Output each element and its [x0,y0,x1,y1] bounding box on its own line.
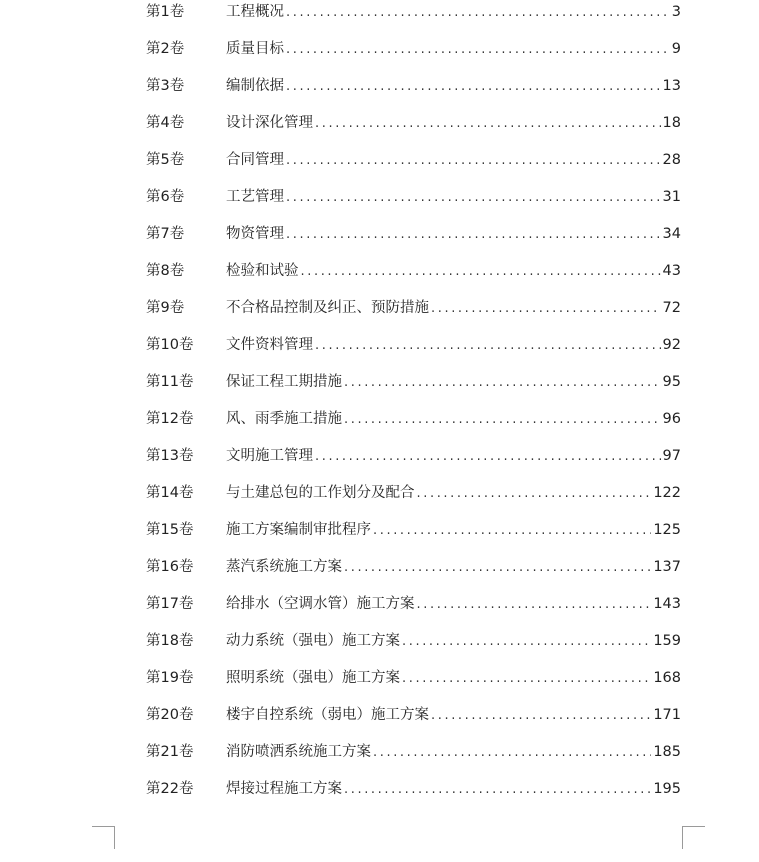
toc-volume-number: 第19卷 [146,670,194,686]
toc-entry-title: 消防喷洒系统施工方案 [226,744,371,760]
toc-entry[interactable] [146,771,681,808]
toc-volume-number: 第22卷 [146,781,194,797]
toc-volume-number: 第9卷 [146,300,185,316]
toc-entry-title: 照明系统（强电）施工方案 [226,670,400,686]
toc-volume-number: 第16卷 [146,559,194,575]
toc-page-number: 159 [653,633,681,649]
toc-entry[interactable] [146,401,681,438]
toc-dot-leader [315,327,661,364]
toc-page-number: 171 [653,707,681,723]
toc-page-number: 92 [662,337,681,353]
toc-volume-number: 第5卷 [146,152,185,168]
toc-entry[interactable] [146,216,681,253]
toc-page-number: 97 [662,448,681,464]
toc-page-number: 3 [671,4,681,20]
toc-page-number: 137 [653,559,681,575]
toc-volume-number: 第10卷 [146,337,194,353]
toc-volume-number: 第3卷 [146,78,185,94]
toc-entry[interactable] [146,364,681,401]
toc-page-number: 185 [653,744,681,760]
toc-entry[interactable] [146,327,681,364]
toc-dot-leader [344,364,661,401]
toc-entry-title: 工程概况 [226,4,284,20]
toc-entry-title: 楼宇自控系统（弱电）施工方案 [226,707,429,723]
toc-volume-number: 第7卷 [146,226,185,242]
toc-volume-number: 第13卷 [146,448,194,464]
toc-volume-number: 第11卷 [146,374,194,390]
toc-page-number: 72 [662,300,681,316]
toc-entry[interactable] [146,0,681,31]
toc-entry-title: 编制依据 [226,78,284,94]
toc-volume-number: 第8卷 [146,263,185,279]
toc-entry[interactable] [146,549,681,586]
toc-entry[interactable] [146,290,681,327]
toc-entry[interactable] [146,623,681,660]
toc-entry[interactable] [146,253,681,290]
toc-entry[interactable] [146,475,681,512]
toc-entry-title: 不合格品控制及纠正、预防措施 [226,300,429,316]
toc-dot-leader [402,623,651,660]
toc-dot-leader [286,68,661,105]
toc-entry-title: 与土建总包的工作划分及配合 [226,485,415,501]
toc-volume-number: 第20卷 [146,707,194,723]
toc-page-number: 9 [671,41,681,57]
toc-entry[interactable] [146,105,681,142]
toc-dot-leader [286,216,661,253]
toc-entry[interactable] [146,179,681,216]
toc-dot-leader [417,586,652,623]
toc-dot-leader [286,179,661,216]
toc-page-number: 28 [662,152,681,168]
toc-entry[interactable] [146,68,681,105]
toc-entry-title: 物资管理 [226,226,284,242]
toc-entry-title: 给排水（空调水管）施工方案 [226,596,415,612]
toc-volume-number: 第1卷 [146,4,185,20]
toc-entry-title: 合同管理 [226,152,284,168]
toc-entry[interactable] [146,438,681,475]
toc-volume-number: 第18卷 [146,633,194,649]
toc-entry[interactable] [146,734,681,771]
toc-dot-leader [344,401,661,438]
toc-page-number: 168 [653,670,681,686]
toc-volume-number: 第6卷 [146,189,185,205]
toc-dot-leader [373,734,651,771]
toc-entry-title: 焊接过程施工方案 [226,781,342,797]
toc-entry-title: 检验和试验 [226,263,299,279]
toc-dot-leader [402,660,651,697]
toc-entry[interactable] [146,586,681,623]
toc-page-number: 122 [653,485,681,501]
toc-dot-leader [315,438,661,475]
toc-dot-leader [417,475,652,512]
toc-volume-number: 第14卷 [146,485,194,501]
toc-entry-title: 动力系统（强电）施工方案 [226,633,400,649]
toc-page-number: 125 [653,522,681,538]
page-margin-corner-mark [92,826,115,849]
toc-entry[interactable] [146,31,681,68]
toc-entry-title: 设计深化管理 [226,115,313,131]
toc-entry-title: 蒸汽系统施工方案 [226,559,342,575]
toc-volume-number: 第17卷 [146,596,194,612]
toc-entry-title: 保证工程工期措施 [226,374,342,390]
toc-volume-number: 第15卷 [146,522,194,538]
toc-entry[interactable] [146,697,681,734]
toc-entry[interactable] [146,142,681,179]
toc-page-number: 195 [653,781,681,797]
toc-page-number: 18 [662,115,681,131]
toc-entry[interactable] [146,512,681,549]
toc-entry-title: 风、雨季施工措施 [226,411,342,427]
toc-dot-leader [431,290,661,327]
toc-dot-leader [373,512,651,549]
toc-entry-title: 文件资料管理 [226,337,313,353]
page-margin-corner-mark [682,826,705,849]
toc-dot-leader [431,697,651,734]
toc-volume-number: 第2卷 [146,41,185,57]
toc-dot-leader [344,549,651,586]
toc-dot-leader [344,771,651,808]
toc-page-number: 143 [653,596,681,612]
toc-page-number: 31 [662,189,681,205]
toc-volume-number: 第12卷 [146,411,194,427]
toc-entry-title: 施工方案编制审批程序 [226,522,371,538]
toc-volume-number: 第4卷 [146,115,185,131]
toc-page-number: 13 [662,78,681,94]
toc-page-number: 95 [662,374,681,390]
toc-entry-title: 文明施工管理 [226,448,313,464]
toc-page-number: 43 [662,263,681,279]
toc-dot-leader [301,253,661,290]
toc-entry-title: 工艺管理 [226,189,284,205]
toc-volume-number: 第21卷 [146,744,194,760]
toc-page-number: 34 [662,226,681,242]
toc-page-number: 96 [662,411,681,427]
table-of-contents [146,0,681,808]
toc-dot-leader [315,105,661,142]
toc-dot-leader [286,142,661,179]
toc-dot-leader [286,31,670,68]
toc-entry-title: 质量目标 [226,41,284,57]
toc-dot-leader [286,0,670,31]
toc-entry[interactable] [146,660,681,697]
